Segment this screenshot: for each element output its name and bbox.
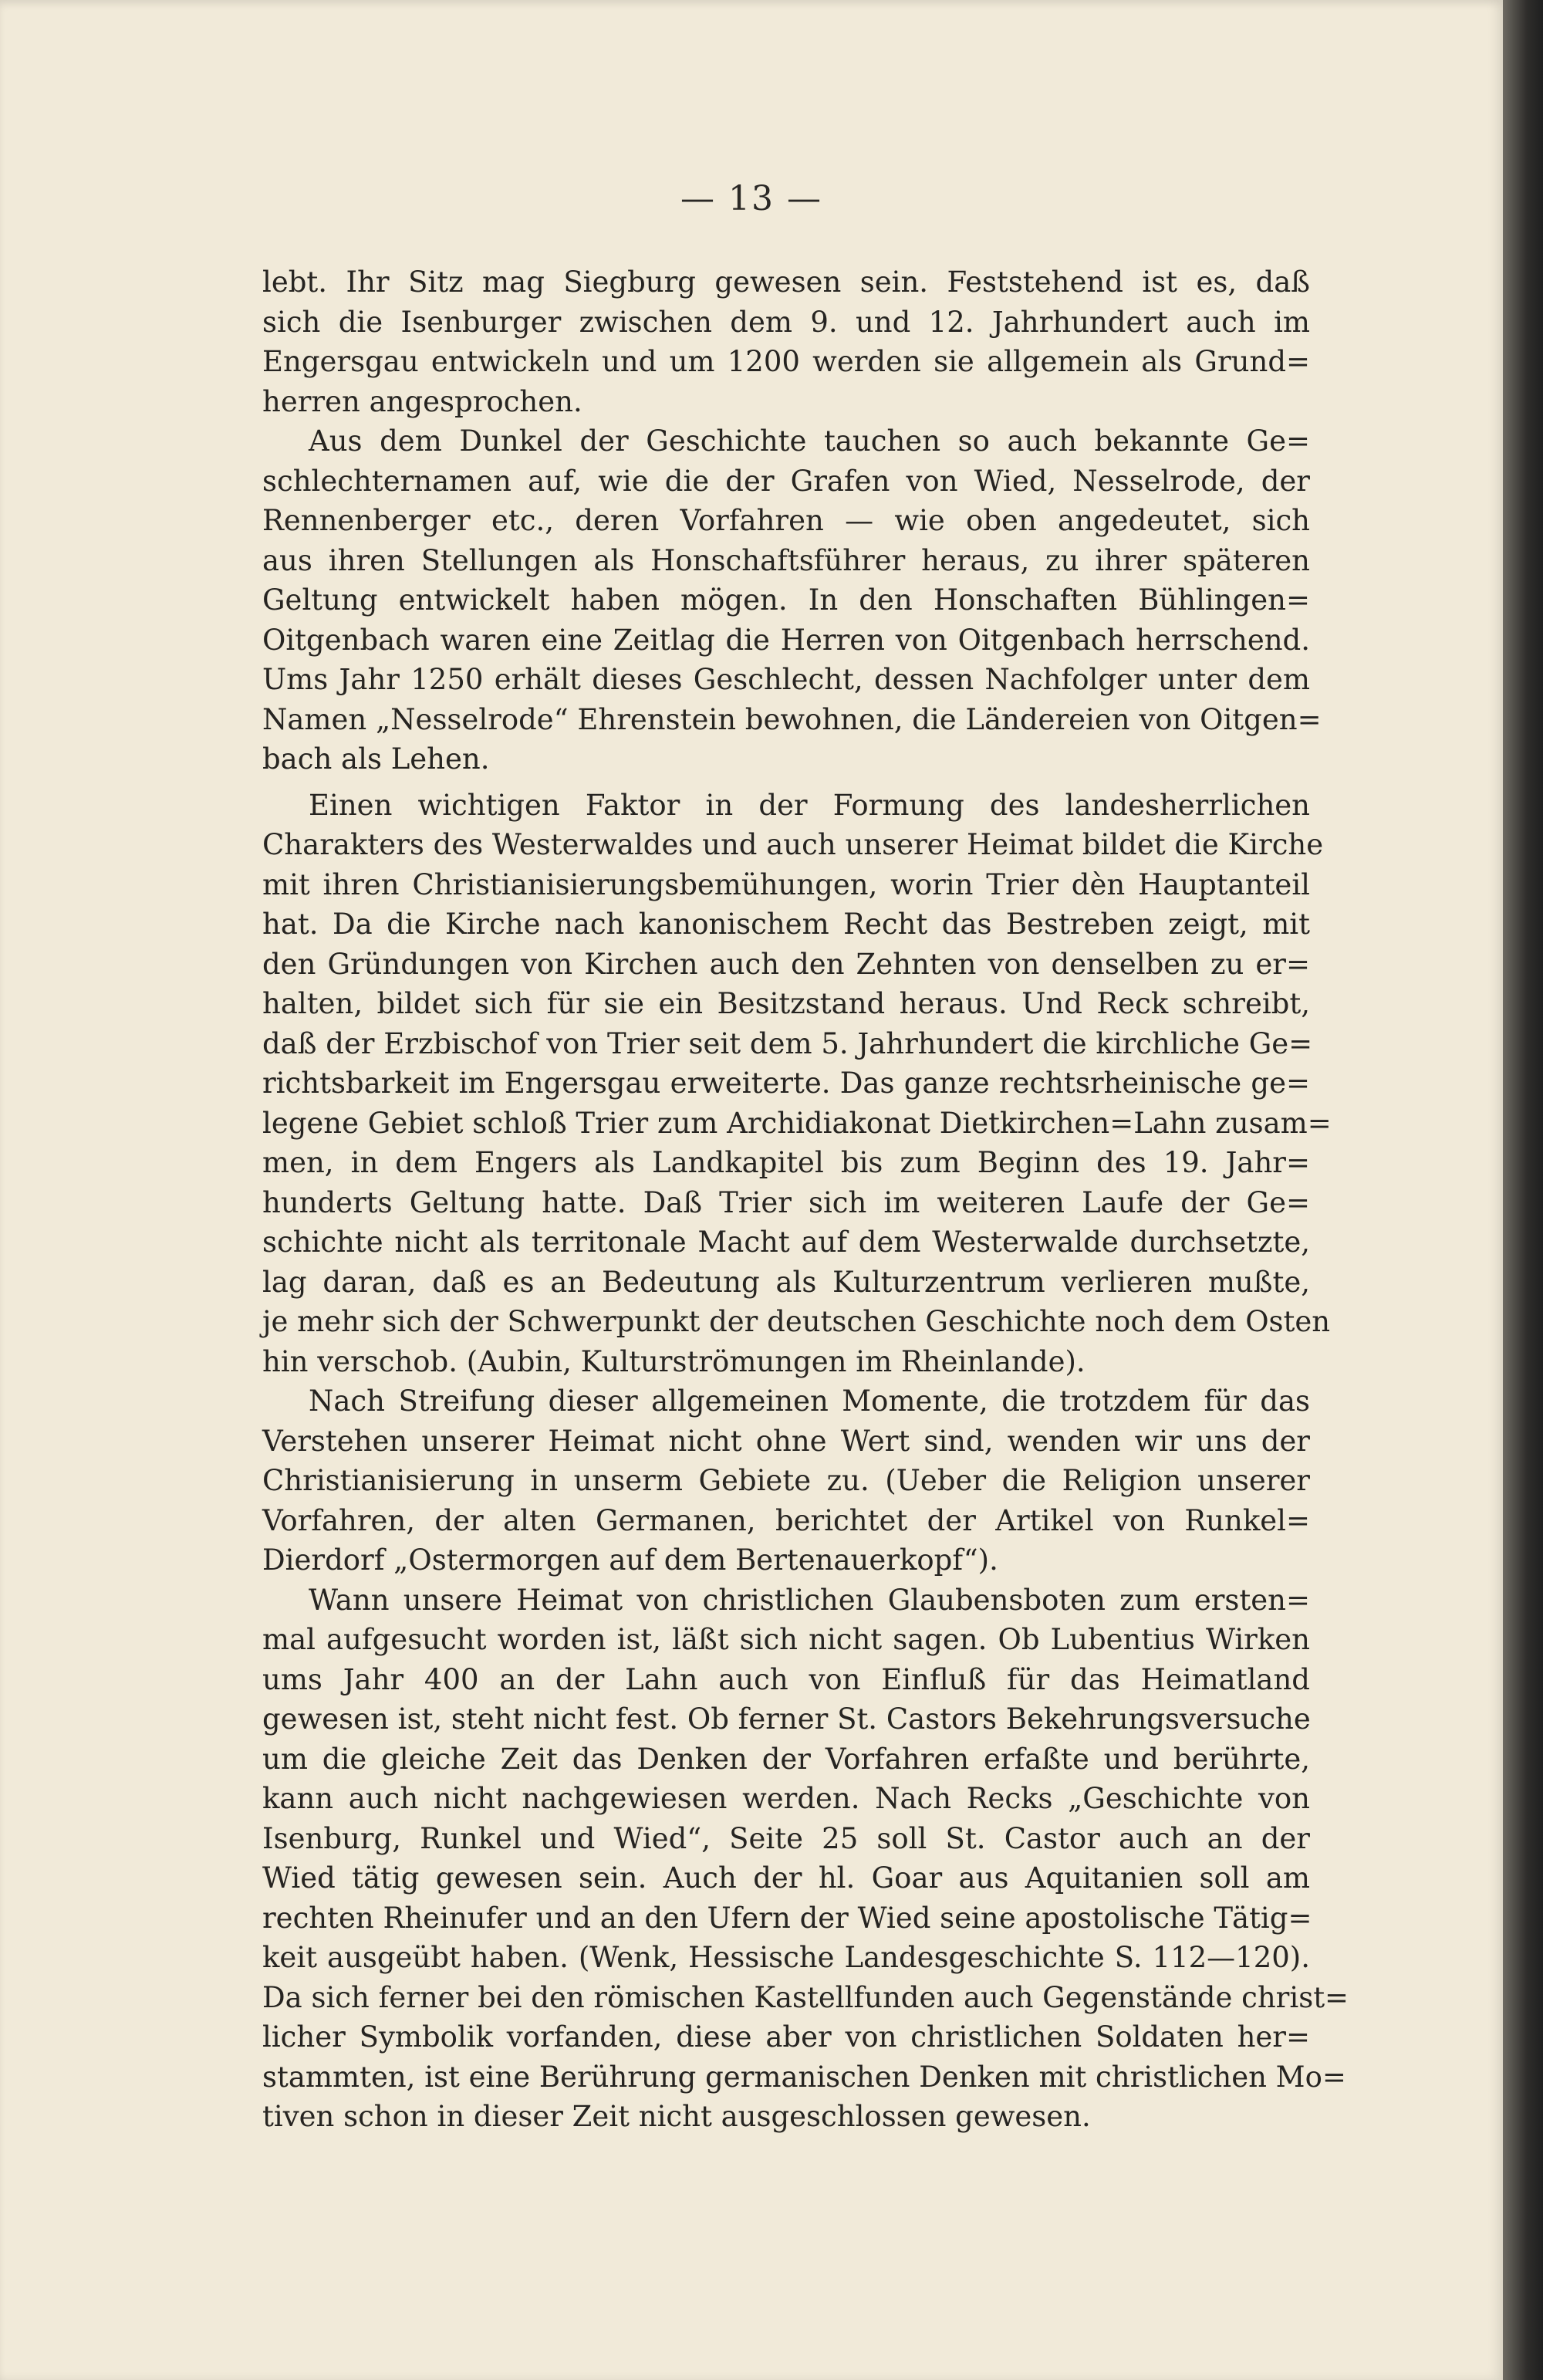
text-line: licher Symbolik vorfanden, diese aber von christlichen Soldaten her=: [262, 2020, 1310, 2054]
text-line: legene Gebiet schloß Trier zum Archidiakonat Dietkirchen=Lahn zusam=: [262, 1106, 1332, 1140]
text-line: hin verschob. (Aubin, Kulturströmungen im Rheinlande).: [262, 1344, 1086, 1378]
page-number: — 13 —: [680, 179, 822, 218]
text-line: Charakters des Westerwaldes und auch unserer Heimat bildet die Kirche: [262, 828, 1324, 861]
text-line: Einen wichtigen Faktor in der Formung des landesherrlichen: [309, 788, 1310, 822]
text-line: schlechternamen auf, wie die der Grafen von Wied, Nesselrode, der: [262, 464, 1310, 498]
text-line: Isenburg, Runkel und Wied“, Seite 25 soll St. Castor auch an der: [262, 1821, 1310, 1855]
paragraph: [262, 421, 1322, 779]
text-line: schichte nicht als territonale Macht auf dem Westerwalde durchsetzte,: [262, 1225, 1310, 1259]
paragraph: [262, 1381, 1310, 1580]
paragraph: [262, 262, 1310, 421]
text-line: Christianisierung in unserm Gebiete zu. (Ueber die Religion unserer: [262, 1464, 1310, 1497]
text-line: sich die Isenburger zwischen dem 9. und 12. Jahrhundert auch im: [262, 305, 1310, 339]
text-line: Nach Streifung dieser allgemeinen Momente, die trotzdem für das: [309, 1384, 1310, 1418]
text-line: Da sich ferner bei den römischen Kastellfunden auch Gegenstände christ=: [262, 1980, 1349, 2014]
text-line: men, in dem Engers als Landkapitel bis zum Beginn des 19. Jahr=: [262, 1146, 1310, 1179]
text-line: Ums Jahr 1250 erhält dieses Geschlecht, dessen Nachfolger unter dem: [262, 663, 1310, 696]
text-line: kann auch nicht nachgewiesen werden. Nach Recks „Geschichte von: [262, 1782, 1310, 1815]
text-line: aus ihren Stellungen als Honschaftsführer heraus, zu ihrer späteren: [262, 543, 1310, 577]
text-line: halten, bildet sich für sie ein Besitzstand heraus. Und Reck schreibt,: [262, 987, 1310, 1020]
text-line: Dierdorf „Ostermorgen auf dem Bertenauerkopf“).: [262, 1543, 998, 1577]
text-line: mal aufgesucht worden ist, läßt sich nicht sagen. Ob Lubentius Wirken: [262, 1623, 1310, 1656]
page-edge-shadow: [1503, 0, 1543, 2380]
text-line: Wied tätig gewesen sein. Auch der hl. Goar aus Aquitanien soll am: [262, 1861, 1310, 1895]
text-line: gewesen ist, steht nicht fest. Ob ferner St. Castors Bekehrungsversuche: [262, 1702, 1311, 1736]
text-line: um die gleiche Zeit das Denken der Vorfahren erfaßte und berührte,: [262, 1742, 1310, 1776]
body-text: [262, 262, 1349, 2137]
text-line: lag daran, daß es an Bedeutung als Kulturzentrum verlieren mußte,: [262, 1265, 1310, 1299]
text-line: ums Jahr 400 an der Lahn auch von Einfluß für das Heimatland: [262, 1662, 1310, 1696]
text-line: daß der Erzbischof von Trier seit dem 5. Jahrhundert die kirchliche Ge=: [262, 1026, 1313, 1060]
text-line: Aus dem Dunkel der Geschichte tauchen so auch bekannte Ge=: [309, 424, 1310, 458]
text-line: Engersgau entwickeln und um 1200 werden sie allgemein als Grund=: [262, 345, 1310, 378]
text-line: bach als Lehen.: [262, 742, 490, 776]
paragraph-gap: [262, 779, 1310, 786]
text-line: lebt. Ihr Sitz mag Siegburg gewesen sein. Feststehend ist es, daß: [262, 265, 1310, 299]
text-line: je mehr sich der Schwerpunkt der deutschen Geschichte noch dem Osten: [262, 1305, 1331, 1338]
paragraph: [262, 786, 1332, 1382]
text-line: Namen „Nesselrode“ Ehrenstein bewohnen, die Ländereien von Oitgen=: [262, 702, 1322, 736]
text-line: hunderts Geltung hatte. Daß Trier sich im weiteren Laufe der Ge=: [262, 1185, 1310, 1219]
text-line: Geltung entwickelt haben mögen. In den Honschaften Bühlingen=: [262, 583, 1310, 617]
text-line: stammten, ist eine Berührung germanischen Denken mit christlichen Mo=: [262, 2060, 1346, 2094]
text-line: Rennenberger etc., deren Vorfahren — wie oben angedeutet, sich: [262, 504, 1310, 537]
text-line: mit ihren Christianisierungsbemühungen, worin Trier dèn Hauptanteil: [262, 867, 1310, 901]
text-line: keit ausgeübt haben. (Wenk, Hessische Landesgeschichte S. 112—120).: [262, 1941, 1310, 1974]
text-line: herren angesprochen.: [262, 384, 582, 418]
text-line: Vorfahren, der alten Germanen, berichtet der Artikel von Runkel=: [262, 1503, 1310, 1537]
text-line: Oitgenbach waren eine Zeitlag die Herren von Oitgenbach herrschend.: [262, 623, 1310, 657]
text-line: den Gründungen von Kirchen auch den Zehnten von denselben zu er=: [262, 947, 1310, 981]
text-line: hat. Da die Kirche nach kanonischem Recht das Bestreben zeigt, mit: [262, 908, 1310, 941]
text-line: rechten Rheinufer und an den Ufern der Wied seine apostolische Tätig=: [262, 1901, 1312, 1935]
text-line: tiven schon in dieser Zeit nicht ausgeschlossen gewesen.: [262, 2100, 1091, 2133]
text-line: Wann unsere Heimat von christlichen Glaubensboten zum ersten=: [309, 1583, 1310, 1617]
text-line: Verstehen unserer Heimat nicht ohne Wert sind, wenden wir uns der: [262, 1424, 1310, 1458]
text-line: richtsbarkeit im Engersgau erweiterte. Das ganze rechtsrheinische ge=: [262, 1067, 1310, 1100]
paragraph: [262, 1580, 1349, 2137]
